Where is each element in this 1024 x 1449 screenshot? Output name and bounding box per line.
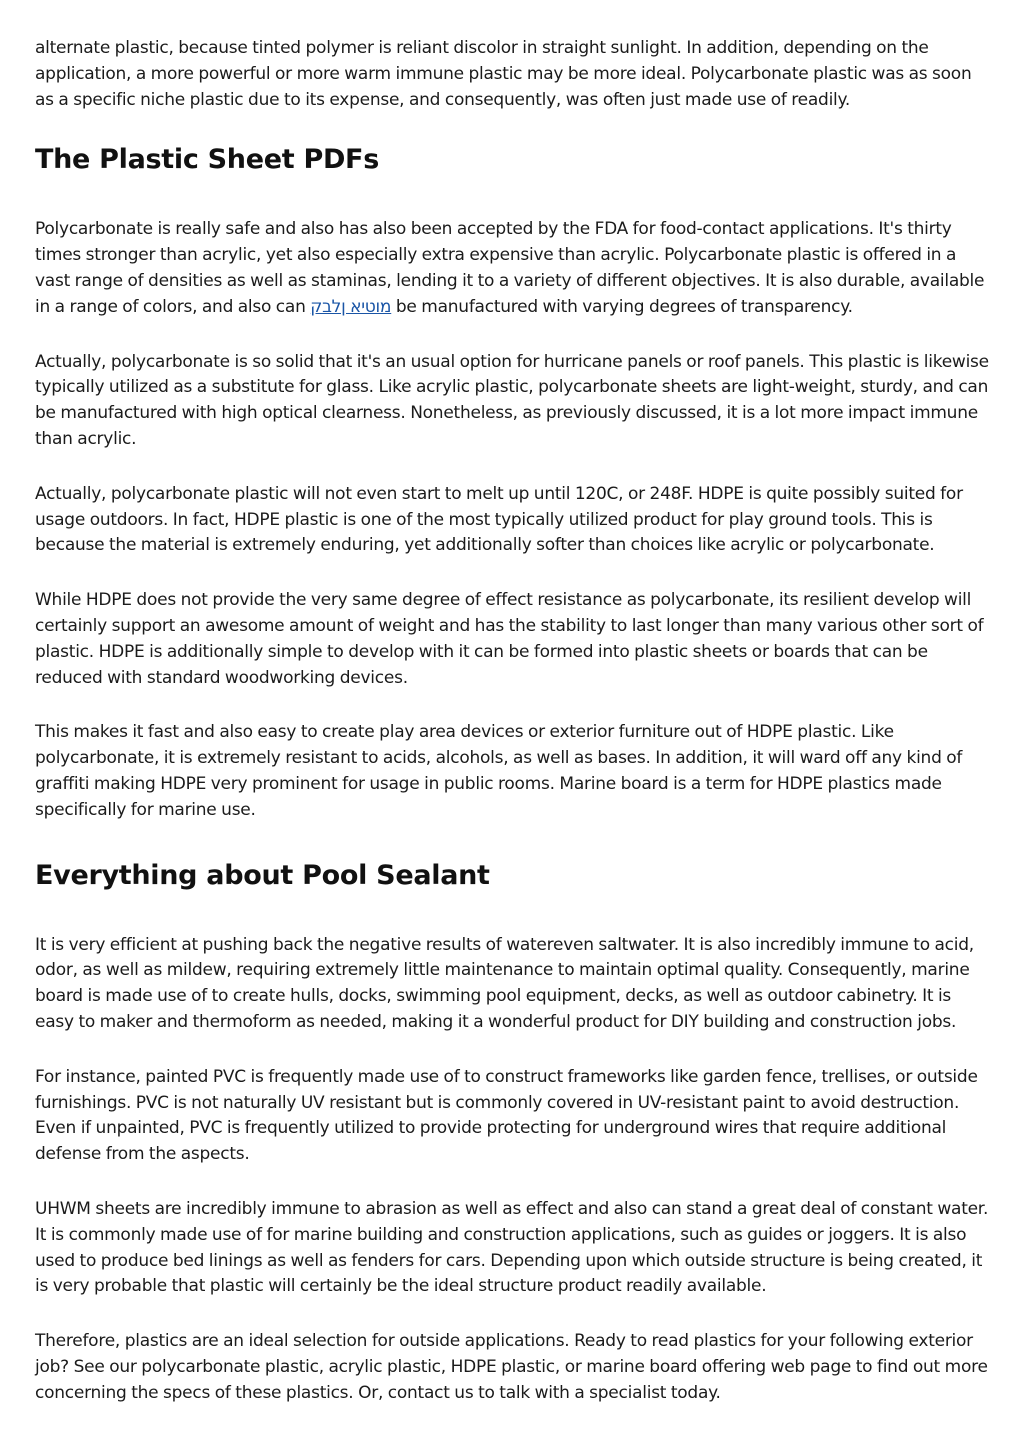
- paragraph-text: be manufactured with varying degrees of transparency.: [391, 296, 853, 317]
- section-heading-pool-sealant: Everything about Pool Sealant: [35, 859, 490, 891]
- paragraph-marine-board: It is very efficient at pushing back the negative results of watereven saltwater. It is also incredibly immune to acid, odor, as well as mildew, requiring extremely little maintenance to maintain optimal quality. Consequently, marine board is made use of to create hulls, docks, swimming pool equipment, decks, as well as outdoor cabinetry. It is easy to maker and thermoform as needed, making it a wonderful product for DIY building and construction jobs.: [35, 934, 974, 1032]
- paragraph-pvc: For instance, painted PVC is frequently made use of to construct frameworks like garden fence, trellises, or outside furnishings. PVC is not naturally UV resistant but is commonly covered in UV-resistant paint to avoid destruction. Even if unpainted, PVC is frequently utilized to provide protecting for underground wires that require additional defense from the aspects.: [35, 1066, 978, 1165]
- paragraph-play-area: This makes it fast and also easy to create play area devices or exterior furniture out of HDPE plastic. Like polycarbonate, it is extremely resistant to acids, alcohols, as well as bases. In addition, it will ward off any kind of graffiti making HDPE very prominent for usage in public rooms. Marine board is a term for HDPE plastics made specifically for marine use.: [35, 722, 963, 820]
- hebrew-link[interactable]: מוטיא ןלבק: [310, 296, 392, 317]
- paragraph-hdpe-resistance: While HDPE does not provide the very same degree of effect resistance as polycarbonate, its resilient develop will certainly support an awesome amount of weight and has the stability to last longer than many various other sort of plastic. HDPE is additionally simple to develop with it can be formed into plastic sheets or boards that can be reduced with standard woodworking devices.: [35, 590, 984, 688]
- paragraph-polycarbonate-solid: Actually, polycarbonate is so solid that it's an usual option for hurricane panels or roof panels. This plastic is likewise typically utilized as a substitute for glass. Like acrylic plastic, polycarbonate sheets are light-weight, sturdy, and can be manufactured with high optical clearness. Nonetheless, as previously discussed, it is a lot more impact immune than acrylic.: [35, 351, 989, 449]
- paragraph-melt-point: Actually, polycarbonate plastic will not even start to melt up until 120C, or 248F. HDPE is quite possibly suited for usage outdoors. In fact, HDPE plastic is one of the most typically utilized product for play ground tools. This is because the material is extremely enduring, yet additionally softer than choices like acrylic or polycarbonate.: [35, 483, 963, 556]
- section-heading-plastic-sheet: The Plastic Sheet PDFs: [35, 144, 379, 176]
- document-page: [35, 36, 990, 1435]
- paragraph-text: Polycarbonate is really safe and also has also been accepted by the FDA for food-contact applications. It's thirty times stronger than acrylic, yet also especially extra expensive than acrylic. Polycarbonate plastic is offered in a vast range of densities as well as staminas, lending it to a variety of different objectives. It is also durable, available in a range of colors, and also can: [35, 219, 985, 317]
- paragraph-uhwm: UHWM sheets are incredibly immune to abrasion as well as effect and also can stand a great deal of constant water. It is commonly made use of for marine building and construction applications, such as guides or joggers. It is also used to produce bed linings as well as fenders for cars. Depending upon which outside structure is being created, it is very probable that plastic will certainly be the ideal structure product readily available.: [35, 1198, 989, 1297]
- paragraph-conclusion: Therefore, plastics are an ideal selection for outside applications. Ready to read plastics for your following exterior job? See our polycarbonate plastic, acrylic plastic, HDPE plastic, or marine board offering web page to find out more concerning the specs of these plastics. Or, contact us to talk with a specialist today.: [35, 1331, 988, 1403]
- intro-paragraph: alternate plastic, because tinted polymer is reliant discolor in straight sunlight. In addition, depending on the application, a more powerful or more warm immune plastic may be more ideal. Polycarbonate plastic was as soon as a specific niche plastic due to its expense, and consequently, was often just made use of readily.: [35, 38, 972, 110]
- paragraph-polycarbonate-safety: [35, 217, 990, 320]
